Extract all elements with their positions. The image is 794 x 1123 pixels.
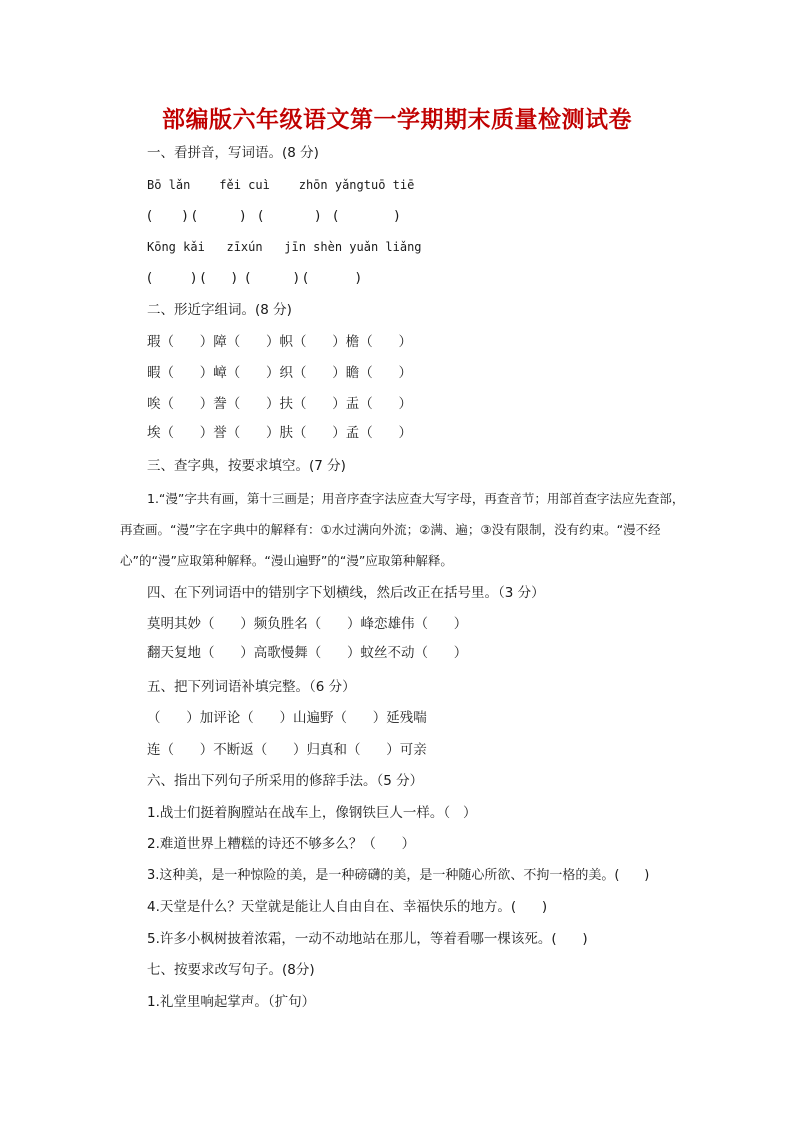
pinyin-line-2: Kōng kǎi zīxún jīn shèn yuǎn liǎng (147, 240, 422, 254)
section-1-heading: 一、看拼音，写词语。(8 分) (147, 145, 319, 161)
section-5-heading: 五、把下列词语补填完整。（6 分） (147, 679, 356, 695)
dictionary-question (120, 483, 685, 576)
rhetoric-item-2: 2.难道世界上糟糕的诗还不够多么？（ ） (147, 836, 416, 852)
rhetoric-item-5: 5.许多小枫树披着浓霜，一动不动地站在那儿，等着看哪一棵该死。( ) (147, 931, 588, 947)
rhetoric-item-3: 3.这种美，是一种惊险的美，是一种磅礴的美，是一种随心所欲、不拘一格的美。( ) (147, 868, 650, 883)
rhetoric-item-4: 4.天堂是什么？天堂就是能让人自由自在、幸福快乐的地方。( ) (147, 899, 548, 915)
dictionary-question-text: 1.“漫”字共有画，第十三画是；用音序查字法应查大写字母，再查音节；用部首查字法应先查部，再查画。“漫”字在字典中的解释有：①水过满向外流；②满、遍；③没有限制，没有约束。“漫不经心”的“漫”应取第种解释。“漫山遍野”的“漫”应取第种解释。 (120, 491, 685, 568)
section-7-heading: 七、按要求改写句子。(8分) (147, 962, 315, 978)
fill-words-row-1: （ ）加评论（ ）山遍野（ ）延残喘 (147, 710, 427, 726)
answer-blanks-2: ( ) ( ) ( ) ( ) (147, 270, 361, 286)
section-2-heading: 二、形近字组词。(8 分) (147, 302, 292, 318)
rewrite-item-1: 1.礼堂里响起掌声。（扩句） (147, 994, 316, 1010)
section-4-heading: 四、在下列词语中的错别字下划横线，然后改正在括号里。（3 分） (147, 585, 545, 601)
typo-row-1: 莫明其妙（ ）频负胜名（ ）峰恋雄伟（ ） (147, 616, 468, 632)
similar-char-row: 暇（ ）嶂（ ）织（ ）瞻（ ） (147, 365, 412, 381)
typo-row-2: 翻天复地（ ）高歌慢舞（ ）蚊丝不动（ ） (147, 645, 468, 661)
similar-char-row: 唉（ ）誊（ ）扶（ ）盂（ ） (147, 396, 412, 412)
rhetoric-item-1: 1.战士们挺着胸膛站在战车上，像钢铁巨人一样。（ ） (147, 805, 477, 821)
fill-words-row-2: 连（ ）不断返（ ）归真和（ ）可亲 (147, 742, 427, 758)
similar-char-row: 瑕（ ）障（ ）帜（ ）檐（ ） (147, 334, 412, 350)
section-6-heading: 六、指出下列句子所采用的修辞手法。（5 分） (147, 773, 424, 789)
exam-title: 部编版六年级语文第一学期期末质量检测试卷 (162, 106, 632, 133)
answer-blanks-1: ( ) ( ) ( ) ( ) (147, 208, 400, 224)
section-3-heading: 三、查字典，按要求填空。(7 分) (147, 458, 346, 474)
pinyin-line-1: Bō lǎn fěi cuì zhōn yǎngtuō tiē (147, 178, 415, 192)
similar-char-row: 埃（ ）誉（ ）肤（ ）孟（ ） (147, 425, 412, 441)
